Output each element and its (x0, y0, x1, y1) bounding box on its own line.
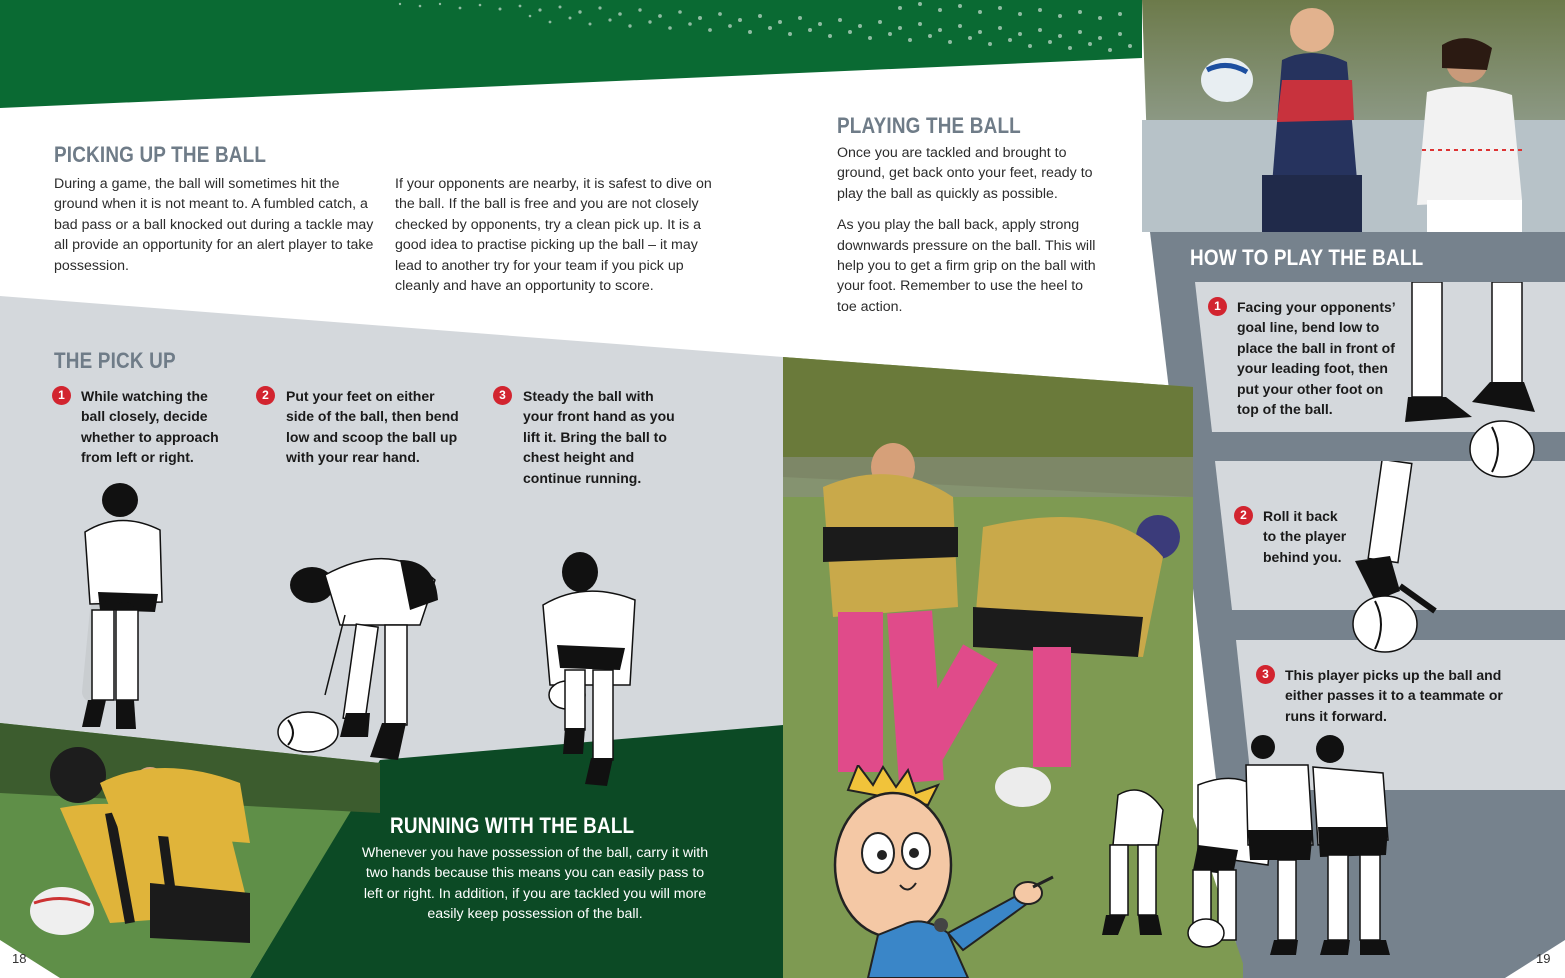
step-number-badge: 1 (52, 386, 71, 405)
running-title: RUNNING WITH THE BALL (390, 813, 635, 838)
womens-rugby-photo (1142, 0, 1565, 232)
play-ball-figure-2 (1345, 461, 1465, 656)
step-number-badge: 3 (493, 386, 512, 405)
step-text: Roll it back to the player behind you. (1263, 508, 1347, 565)
step-text: While watching the ball closely, decide whether to approach from left or right. (81, 388, 219, 466)
pick-up-step-2 (256, 386, 461, 468)
page-number-left: 18 (12, 951, 27, 966)
how-to-step-1 (1208, 297, 1398, 419)
playing-ball-paragraph-2: As you play the ball back, apply strong downwards pressure on the ball. This will help you to get a firm grip on the ball with your foot. Remember to use the heel to toe action. (837, 217, 1096, 315)
picking-up-col1 (54, 174, 384, 287)
step-number-badge: 2 (1234, 506, 1253, 525)
step-text: Steady the ball with your front hand as you lift it. Bring the ball to chest height and continue running. (523, 388, 675, 486)
step-number-badge: 1 (1208, 297, 1227, 316)
how-to-step-3 (1256, 665, 1516, 726)
playing-ball-paragraph-1: Once you are tackled and brought to ground, get back onto your feet, ready to play the ball as quickly as possible. (837, 145, 1093, 202)
cartoon-mascot (828, 765, 1058, 978)
page-number-right: 19 (1536, 951, 1551, 966)
picking-up-col2 (395, 174, 725, 307)
running-text: Whenever you have possession of the ball, carry it with two hands because this means you can easily pass to left or right. In addition, if you are tackled you will more easily keep possession of the ball. (361, 845, 709, 923)
pick-up-figure-2 (270, 545, 450, 765)
play-ball-figure-3 (1098, 735, 1438, 960)
playing-ball-text (837, 143, 1102, 328)
pick-up-step-3 (493, 386, 678, 488)
how-to-title: HOW TO PLAY THE BALL (1190, 245, 1424, 270)
picking-up-title: PICKING UP THE BALL (54, 142, 267, 167)
step-text: This player picks up the ball and either passes it to a teammate or runs it forward. (1285, 667, 1503, 724)
pick-up-figure-3 (535, 550, 655, 790)
pick-up-title: THE PICK UP (54, 348, 176, 373)
picking-up-paragraph-1: During a game, the ball will sometimes hit the ground when it is not meant to. A fumbled catch, a bad pass or a ball knocked out during a tackle may all provide an opportunity for an alert player to take possession. (54, 176, 374, 274)
playing-ball-title: PLAYING THE BALL (837, 113, 1021, 138)
top-green-banner (0, 0, 1142, 108)
play-ball-figure-1 (1400, 282, 1550, 482)
step-number-badge: 2 (256, 386, 275, 405)
pick-up-figure-1 (70, 482, 190, 732)
step-number-badge: 3 (1256, 665, 1275, 684)
pick-up-step-1 (52, 386, 232, 468)
step-text: Put your feet on either side of the ball, then bend low and scoop the ball up with your rear hand. (286, 388, 459, 466)
page-corner-right (1500, 940, 1565, 978)
step-text: Facing your opponents’ goal line, bend low to place the ball in front of your leading foot, then put your other foot on top of the ball. (1237, 299, 1395, 418)
how-to-step-2 (1234, 506, 1354, 567)
picking-up-paragraph-2: If your opponents are nearby, it is safest to dive on the ball. If the ball is free and you are not closely checked by opponents, try a clean pick up. It is a good idea to practise picking up the ball – it may lead to another try for your team if you pick up cleanly and have an opportunity to score. (395, 176, 712, 295)
